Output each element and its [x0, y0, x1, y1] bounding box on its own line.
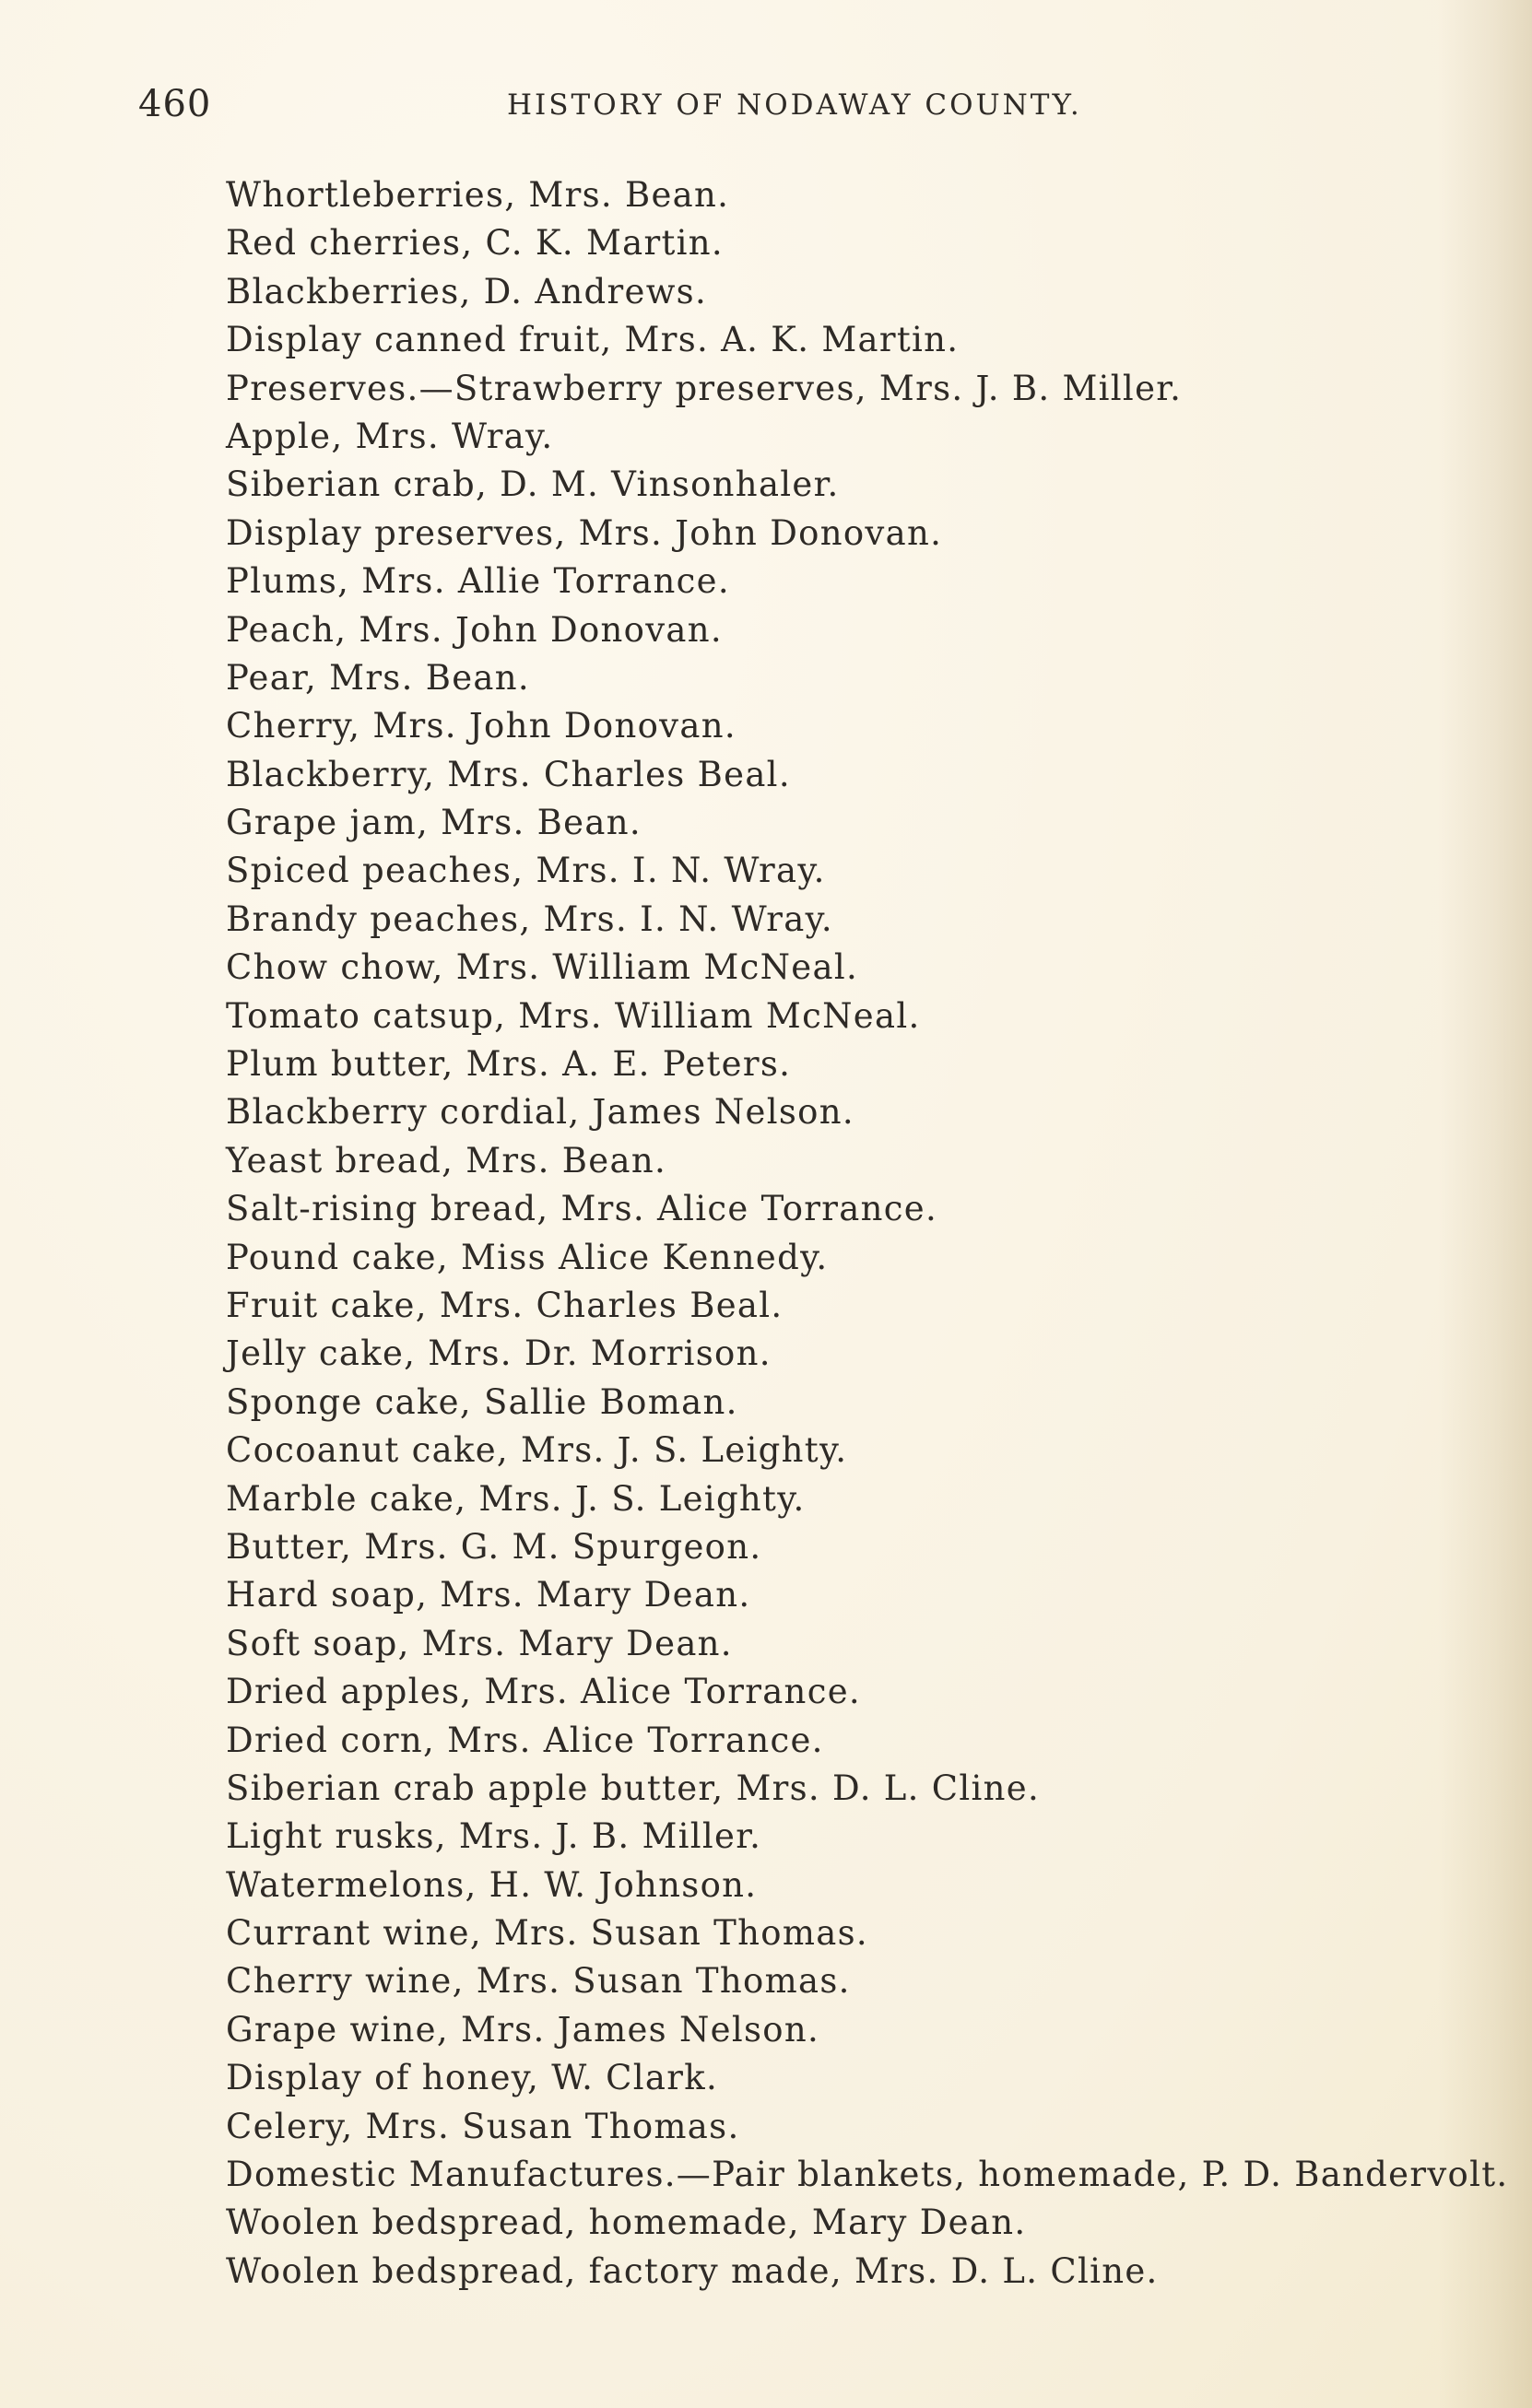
list-item: Domestic Manufactures.—Pair blankets, homemade, P. D. Bandervolt.: [226, 2155, 1509, 2195]
list-item: Salt-rising bread, Mrs. Alice Torrance.: [226, 1189, 938, 1229]
list-item: Blackberries, D. Andrews.: [226, 271, 708, 311]
list-item: Cherry wine, Mrs. Susan Thomas.: [226, 1961, 851, 2002]
list-item: Marble cake, Mrs. J. S. Leighty.: [226, 1478, 806, 1519]
list-item: Cocoanut cake, Mrs. J. S. Leighty.: [226, 1430, 848, 1471]
list-item: Dried apples, Mrs. Alice Torrance.: [226, 1672, 861, 1712]
list-item: Red cherries, C. K. Martin.: [226, 223, 724, 264]
list-item: Hard soap, Mrs. Mary Dean.: [226, 1575, 751, 1615]
list-item: Sponge cake, Sallie Boman.: [226, 1381, 738, 1422]
list-item: Plum butter, Mrs. A. E. Peters.: [226, 1044, 792, 1085]
list-item: Grape jam, Mrs. Bean.: [226, 803, 642, 843]
list-item: Blackberry cordial, James Nelson.: [226, 1092, 854, 1133]
book-title: HISTORY OF NODAWAY COUNTY.: [507, 88, 1082, 122]
list-item: Display preserves, Mrs. John Donovan.: [226, 512, 943, 553]
list-item: Soft soap, Mrs. Mary Dean.: [226, 1623, 733, 1663]
list-item: Display of honey, W. Clark.: [226, 2058, 719, 2098]
list-item: Watermelons, H. W. Johnson.: [226, 1864, 758, 1905]
list-item: Dried corn, Mrs. Alice Torrance.: [226, 1720, 824, 1760]
list-item: Spiced peaches, Mrs. I. N. Wray.: [226, 851, 826, 891]
list-item: Brandy peaches, Mrs. I. N. Wray.: [226, 899, 833, 939]
list-item: Grape wine, Mrs. James Nelson.: [226, 2009, 820, 2050]
list-item: Apple, Mrs. Wray.: [226, 416, 554, 456]
list-item: Celery, Mrs. Susan Thomas.: [226, 2106, 740, 2146]
list-item: Fruit cake, Mrs. Charles Beal.: [226, 1285, 784, 1325]
list-item: Whortleberries, Mrs. Bean.: [226, 175, 730, 215]
list-item: Siberian crab, D. M. Vinsonhaler.: [226, 464, 840, 505]
list-item: Pound cake, Miss Alice Kennedy.: [226, 1237, 829, 1277]
list-item: Pear, Mrs. Bean.: [226, 657, 530, 698]
list-item: Currant wine, Mrs. Susan Thomas.: [226, 1913, 868, 1954]
list-item: Woolen bedspread, homemade, Mary Dean.: [226, 2202, 1027, 2243]
list-item: Preserves.—Strawberry preserves, Mrs. J. B. Miller.: [226, 368, 1183, 408]
list-item: Tomato catsup, Mrs. William McNeal.: [226, 995, 921, 1036]
list-item: Yeast bread, Mrs. Bean.: [226, 1140, 667, 1181]
list-item: Cherry, Mrs. John Donovan.: [226, 706, 737, 746]
running-head: [138, 83, 1198, 138]
list-item: Jelly cake, Mrs. Dr. Morrison.: [226, 1333, 772, 1374]
list-item: Peach, Mrs. John Donovan.: [226, 609, 723, 650]
list-item: Siberian crab apple butter, Mrs. D. L. Cline.: [226, 1768, 1041, 1808]
list-item: Butter, Mrs. G. M. Spurgeon.: [226, 1526, 762, 1567]
list-item: Woolen bedspread, factory made, Mrs. D. L. Cline.: [226, 2250, 1159, 2291]
premium-list: [226, 171, 1509, 2296]
list-item: Light rusks, Mrs. J. B. Miller.: [226, 1816, 762, 1857]
list-item: Chow chow, Mrs. William McNeal.: [226, 947, 859, 988]
list-item: Blackberry, Mrs. Charles Beal.: [226, 754, 791, 794]
list-item: Display canned fruit, Mrs. A. K. Martin.: [226, 320, 960, 360]
page-number: 460: [138, 83, 212, 125]
list-item: Plums, Mrs. Allie Torrance.: [226, 561, 730, 602]
